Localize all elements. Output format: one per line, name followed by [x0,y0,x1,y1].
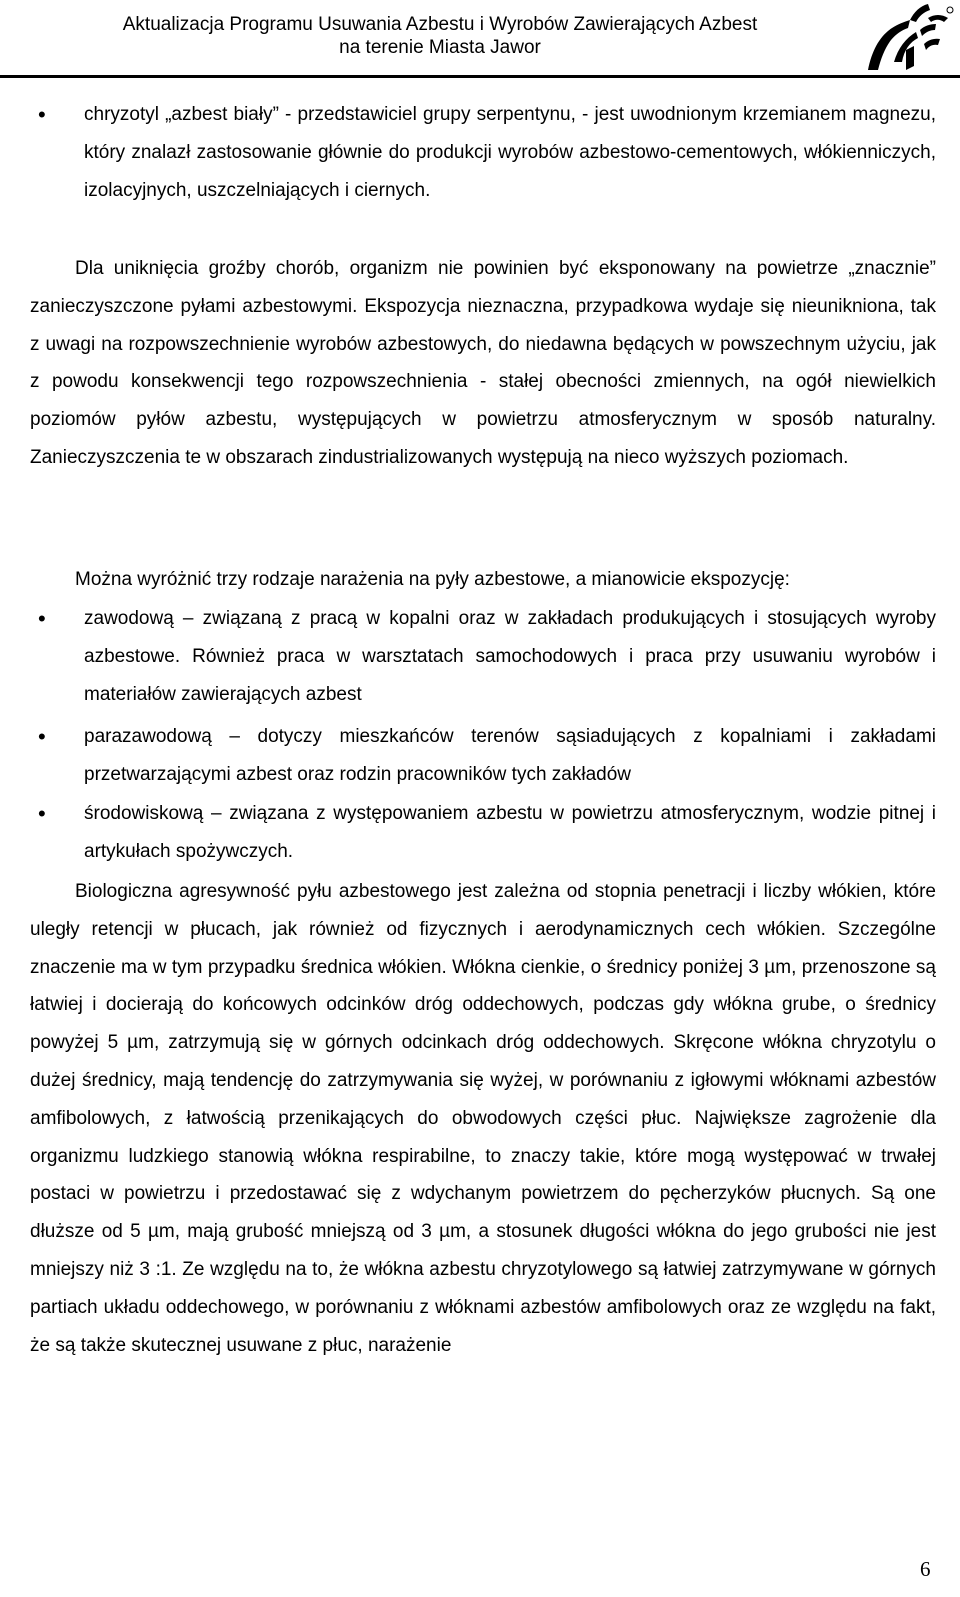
page-number: 6 [920,1557,931,1581]
paragraph-biological-aggressiveness [30,873,936,1364]
bullet-symbol: • [38,606,46,631]
bullet-para-occupational: parazawodową – dotyczy mieszkańców terenów sąsiadujących z kopalniami i zakładami przetwarzającymi azbest oraz rodzin pracowników tych zakładów [84,726,936,785]
header-divider [0,75,960,78]
page-header [0,0,960,78]
paragraph-biological-aggressiveness-text: Biologiczna agresywność pyłu azbestowego jest zależna od stopnia penetracji i liczby włókien, które uległy retencji w płucach, jak również od fizycznych i aerodynamicznych cech włókien. Szczególne znaczenie ma w tym przypadku średnica włókien. Włókna cienkie, o średnicy poniżej 3 µm, przenoszone są łatwiej i docierają do końcowych odcinków dróg oddechowych, podczas gdy włókna grube, o średnicy powyżej 5 µm, zatrzymują się w górnych odcinkach dróg oddechowych. Skręcone włókna chryzotylu o dużej średnicy, mają tendencję do zatrzymywania się wyżej, w porównaniu z igłowymi włóknami azbestów amfibolowych, z łatwością przenikających do obwodowych części płuc. Największe zagrożenie dla organizmu ludzkiego stanowią włókna respirabilne, to znaczy takie, które mogą występować w trwałej postaci w powietrzu i przedostawać się z wdychanym powietrzem do pęcherzyków płucnych. Są one dłuższe od 5 µm, mają grubość mniejszą od 3 µm, a stosunek długości włókna do jego grubości nie jest mniejszy niż 3 :1. Ze względu na to, że włókna azbestu chryzotylowego są łatwiej zatrzymywane w górnych partiach układu oddechowego, w porównaniu z włóknami azbestów amfibolowych oraz ze względu na fakt, że są także skutecznej usuwane z płuc, narażenie [30,881,936,1356]
header-title-line-1: Aktualizacja Programu Usuwania Azbestu i Wyrobów Zawierających Azbest [122,14,758,35]
paragraph-exposure-text: Dla uniknięcia groźby chorób, organizm nie powinien być eksponowany na powietrze „znacznie” zanieczyszczone pyłami azbestowymi. Ekspozycja nieznaczna, przypadkowa wydaje się nieunikniona, tak z uwagi na rozpowszechnienie wyrobów azbestowych, do niedawna będących w powszechnym użyciu, jak z powodu konsekwencji tego rozpowszechnienia - stałej obecności zmiennych, na ogół niewielkich poziomów pyłów azbestu, występujących w powietrzu atmosferycznym w sposób naturalny. Zanieczyszczenia te w obszarach zindustrializowanych występują na nieco wyższych poziomach. [30,258,936,468]
paragraph-types-intro [30,561,936,599]
bullet-symbol: • [38,102,46,127]
header-title-line-2: na terenie Miasta Jawor [339,37,541,58]
paragraph-exposure [30,250,936,477]
bullet-environmental: środowiskową – związana z występowaniem azbestu w powietrzu atmosferycznym, wodzie pitnej i artykułach spożywczych. [84,803,936,862]
header-title [0,13,880,59]
bullet-chryzotyl: chryzotyl „azbest biały” - przedstawiciel grupy serpentynu, - jest uwodnionym krzemianem magnezu, który znalazł zastosowanie głównie do produkcji wyrobów azbestowo-cementowych, włókienniczych, izolacyjnych, uszczelniających i ciernych. [84,104,936,201]
bullet-symbol: • [38,724,46,749]
zebra-logo-icon [858,0,958,76]
bullet-symbol: • [38,801,46,826]
paragraph-types-intro-text: Można wyróżnić trzy rodzaje narażenia na pyły azbestowe, a mianowicie ekspozycję: [75,569,790,590]
bullet-occupational: zawodową – związaną z pracą w kopalni oraz w zakładach produkujących i stosujących wyroby azbestowe. Również praca w warsztatach samochodowych i praca przy usuwaniu wyrobów i materiałów zawierających azbest [84,608,936,705]
